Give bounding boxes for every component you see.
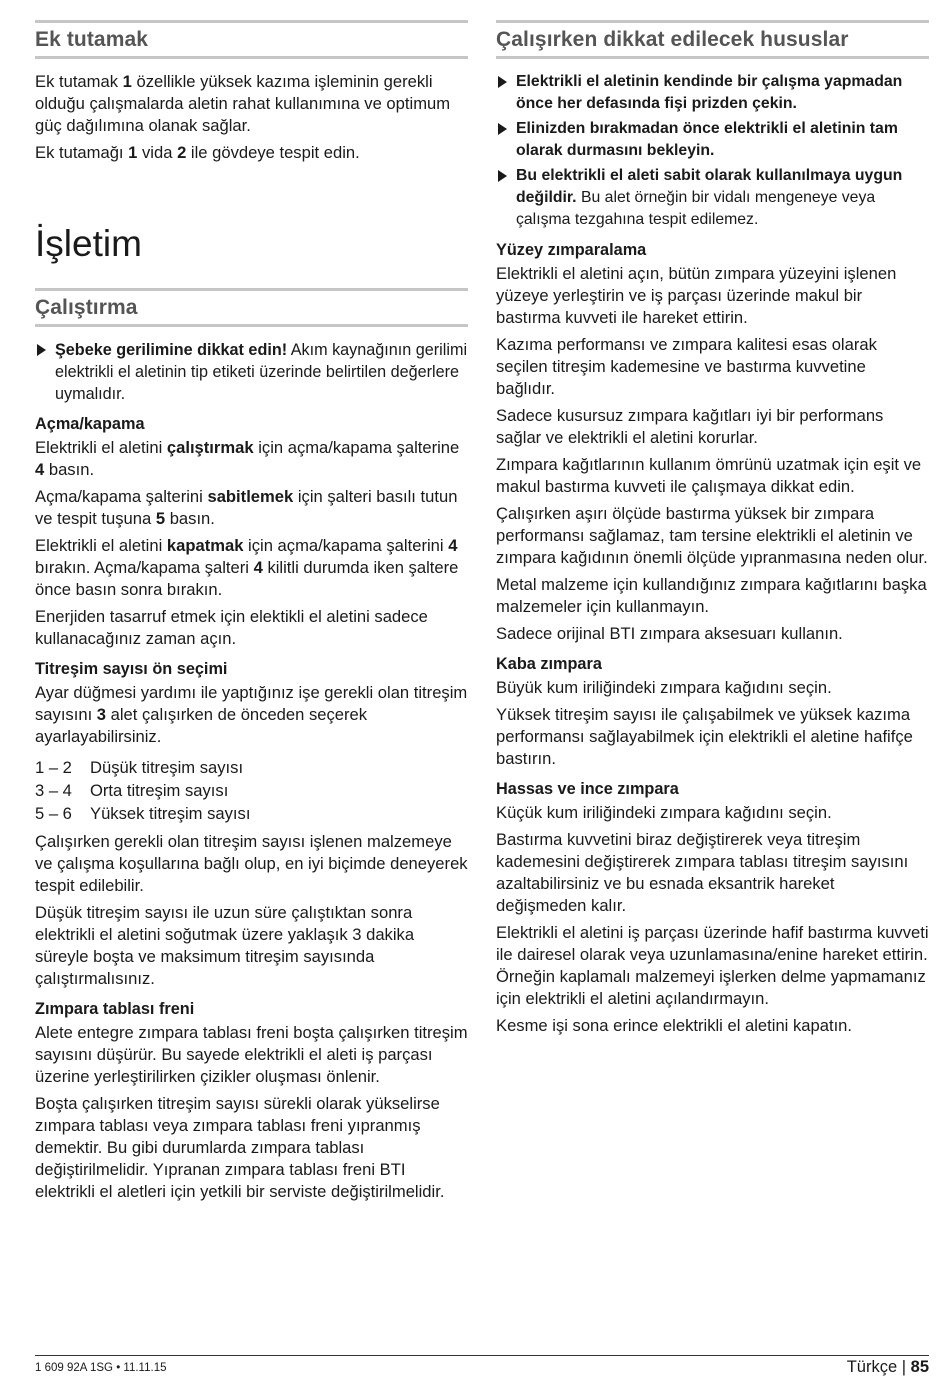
- left-column: [35, 20, 468, 1208]
- titresim-paragraph-2: Çalışırken gerekli olan titreşim sayısı işlenen malzemeye ve çalışma koşullarına bağlı olup, en iyi biçimde deneyerek tespit edilebilir.: [35, 832, 468, 895]
- subheading-acma-kapama: Açma/kapama: [35, 415, 145, 433]
- safety-bullet-text: Elektrikli el aletinin kendinde bir çalışma yapmadan önce her defasında fişi prizden çekin.: [516, 73, 903, 112]
- yuzey-paragraph: Çalışırken aşırı ölçüde bastırma yüksek bir zımpara performansı sağlamaz, tam tersine elektrikli el aletinin ve zımpara kağıdının önemli ölçüde yıpranmasına neden olur.: [496, 504, 928, 567]
- section-title-ek-tutamak: Ek tutamak: [35, 28, 149, 51]
- vibration-range: 3 – 4: [35, 781, 72, 800]
- yuzey-paragraph: Zımpara kağıtlarının kullanım ömrünü uzatmak için eşit ve makul bastırma kuvveti ile çalışmaya dikkat edin.: [496, 455, 922, 496]
- vibration-range: 5 – 6: [35, 804, 72, 823]
- footer-language-page: [847, 1358, 929, 1377]
- safety-bullet: [496, 165, 929, 231]
- chapter-title-isletim: İşletim: [35, 223, 142, 264]
- subheading-titresim: Titreşim sayısı ön seçimi: [35, 660, 228, 678]
- safety-bullet: [496, 118, 929, 162]
- section-header-calistirma: [35, 288, 468, 327]
- right-column: [496, 20, 929, 1042]
- page-footer: [35, 1355, 929, 1378]
- acma-paragraph-3: Elektrikli el aletini kapatmak için açma/kapama şalterini 4 bırakın. Açma/kapama şalteri 4 kilitli durumda iken şaltere önce basın sonra bırakın.: [35, 536, 459, 599]
- hassas-paragraph: Küçük kum iriliğindeki zımpara kağıdını seçin.: [496, 803, 832, 822]
- vibration-range: 1 – 2: [35, 758, 72, 777]
- yuzey-paragraph: Elektrikli el aletini açın, bütün zımpara yüzeyini işlenen yüzeye yerleştirin ve iş parçası üzerinde makul bir bastırma kuvveti ile hareket ettirin.: [496, 264, 897, 327]
- vibration-levels-list: [35, 756, 468, 825]
- section-title-calistirma: Çalıştırma: [35, 296, 138, 319]
- ek-tutamak-paragraph-1: Ek tutamak 1 özellikle yüksek kazıma işleminin gerekli olduğu çalışmalarda aletin rahat kullanımına ve optimum güç dağılımına olanak sağlar.: [35, 72, 451, 135]
- subheading-yuzey: Yüzey zımparalama: [496, 241, 647, 259]
- calistirma-warning-bullet: [35, 339, 468, 405]
- list-item: [35, 802, 468, 825]
- hassas-paragraph: Bastırma kuvvetini biraz değiştirerek veya titreşim kademesini değiştirerek zımpara tablası titreşim sayısını azaltabilirsiniz ve bu esnada eksantrik hareket değişmeden kalır.: [496, 830, 909, 915]
- hassas-paragraph: Kesme işi sona erince elektrikli el aletini kapatın.: [496, 1016, 853, 1035]
- yuzey-paragraph: Sadece kusursuz zımpara kağıtları iyi bir performans sağlar ve elektrikli el aletini korurlar.: [496, 406, 884, 447]
- yuzey-paragraph: Sadece orijinal BTI zımpara aksesuarı kullanın.: [496, 624, 843, 643]
- bullet-triangle-icon: [498, 76, 507, 88]
- section-header-dikkat: [496, 20, 929, 59]
- kaba-paragraph: Büyük kum iriliğindeki zımpara kağıdını seçin.: [496, 678, 832, 697]
- hassas-paragraph: Elektrikli el aletini iş parçası üzerinde hafif bastırma kuvveti ile dairesel olarak veya uzunlamasına/enine hareket ettirin. Örneğin kaplamalı malzemeyi işlerken delme yapmamanız için elektrikli el aletini açılandırmayın.: [496, 923, 929, 1008]
- safety-bullet-text: Bu elektrikli el aleti sabit olarak kullanılmaya uygun değildir. Bu alet örneğin bir vidalı mengeneye veya çalışma tezgahına tespit edilemez.: [516, 167, 903, 228]
- section-title-dikkat: Çalışırken dikkat edilecek hususlar: [496, 28, 849, 51]
- subheading-kaba: Kaba zımpara: [496, 655, 602, 673]
- fren-paragraph-2: Boşta çalışırken titreşim sayısı sürekli olarak yükselirse zımpara tablası veya zımpara tablası freni yıpranmış demektir. Bu gibi durumlarda zımpara tablası değiştirilmelidir. Yıpranan zımpara tablası freni BTI elektrikli el aletleri için yetkili bir serviste değiştirilmelidir.: [35, 1094, 445, 1201]
- section-header-ek-tutamak: [35, 20, 468, 59]
- ek-tutamak-paragraph-2: Ek tutamağı 1 vida 2 ile gövdeye tespit edin.: [35, 143, 360, 162]
- bullet-triangle-icon: [498, 123, 507, 135]
- calistirma-warning-text: Şebeke gerilimine dikkat edin! Akım kaynağının gerilimi elektrikli el aletinin tip etiketi üzerinde belirtilen değerlere uymalıdır.: [55, 341, 468, 403]
- acma-paragraph-4: Enerjiden tasarruf etmek için elektikli el aletini sadece kullanacağınız zaman açın.: [35, 607, 428, 648]
- yuzey-paragraph: Kazıma performansı ve zımpara kalitesi esas olarak seçilen titreşim kademesine ve bastırma kuvvetine bağlıdır.: [496, 335, 877, 398]
- subheading-fren: Zımpara tablası freni: [35, 1000, 195, 1018]
- bullet-triangle-icon: [498, 170, 507, 182]
- acma-paragraph-2: Açma/kapama şalterini sabitlemek için şalteri basılı tutun ve tespit tuşuna 5 basın.: [35, 487, 458, 528]
- yuzey-paragraph: Metal malzeme için kullandığınız zımpara kağıtlarını başka malzemeler için kullanmayın.: [496, 575, 927, 616]
- subheading-hassas: Hassas ve ince zımpara: [496, 780, 679, 798]
- language-label: Türkçe: [846, 1358, 898, 1376]
- vibration-label: Yüksek titreşim sayısı: [90, 804, 251, 823]
- vibration-label: Düşük titreşim sayısı: [90, 758, 244, 777]
- acma-paragraph-1: Elektrikli el aletini çalıştırmak için açma/kapama şalterine 4 basın.: [35, 438, 460, 479]
- kaba-paragraph: Yüksek titreşim sayısı ile çalışabilmek ve yüksek kazıma performansı sağlayabilmek için elektrikli el aletine hafifçe bastırın.: [496, 705, 913, 768]
- titresim-paragraph-3: Düşük titreşim sayısı ile uzun süre çalıştıktan sonra elektrikli el aletini soğutmak üzere yaklaşık 3 dakika süreyle boşta ve maksimum titreşim sayısında çalıştırmalısınız.: [35, 903, 415, 988]
- footer-separator: |: [901, 1358, 907, 1376]
- titresim-paragraph-1: Ayar düğmesi yardımı ile yaptığınız işe gerekli olan titreşim sayısını 3 alet çalışırken de önceden seçerek ayarlayabilirsiniz.: [35, 683, 468, 746]
- safety-bullet: [496, 71, 929, 115]
- bullet-triangle-icon: [37, 344, 46, 356]
- list-item: [35, 779, 468, 802]
- safety-bullet-text: Elinizden bırakmadan önce elektrikli el aletinin tam olarak durmasını bekleyin.: [516, 120, 898, 159]
- vibration-label: Orta titreşim sayısı: [90, 781, 229, 800]
- document-code: 1 609 92A 1SG • 11.11.15: [35, 1362, 167, 1374]
- list-item: [35, 756, 468, 779]
- page-number: 85: [910, 1358, 929, 1376]
- fren-paragraph-1: Alete entegre zımpara tablası freni boşta çalışırken titreşim sayısını düşürür. Bu sayede elektrikli el aleti iş parçası üzerine yerleştirilirken çizikler oluşması önlenir.: [35, 1023, 468, 1086]
